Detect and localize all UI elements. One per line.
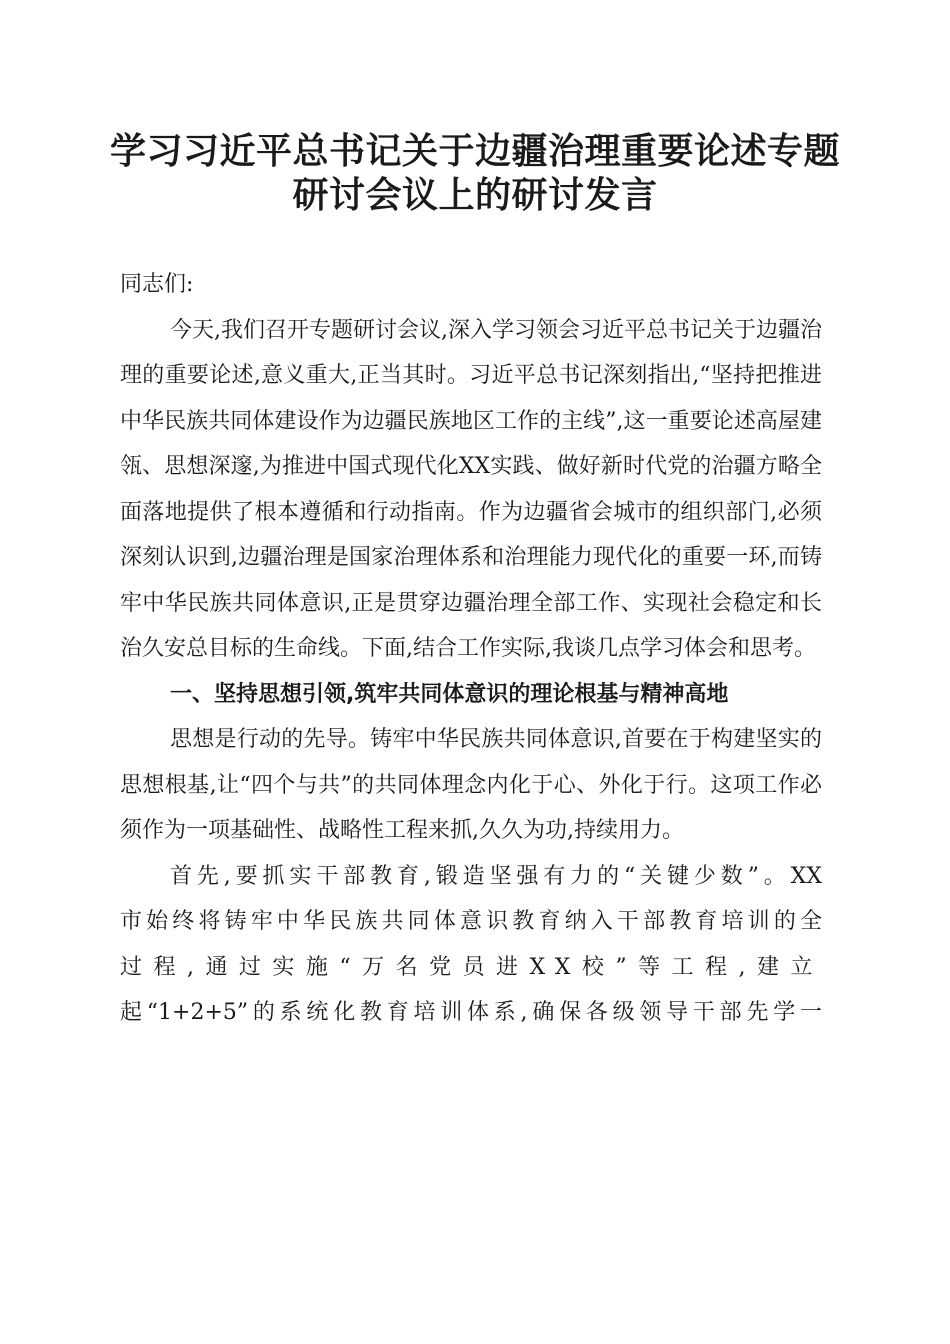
paragraph-thought-leadership: 思想是行动的先导。铸牢中华民族共同体意识,首要在于构建坚实的思想根基,让“四个与共”的共同体理念内化于心、外化于行。这项工作必须作为一项基础性、战略性工程来抓,久久为功,持续用力。 <box>120 727 822 843</box>
paragraph-line: 市始终将铸牢中华民族共同体意识教育纳入干部教育培训的全 <box>120 909 822 934</box>
paragraph-cadre-education <box>120 854 822 1036</box>
document-body <box>120 262 822 1036</box>
paragraph-line: 过程,通过实施“万名党员进XX校”等工程,建立 <box>120 954 822 980</box>
salutation: 同志们: <box>120 272 194 297</box>
section-heading-1: 一、坚持思想引领,筑牢共同体意识的理论根基与精神高地 <box>170 681 729 707</box>
title-line-1: 学习习近平总书记关于边疆治理重要论述专题 <box>110 131 841 172</box>
title-line-2: 研讨会议上的研讨发言 <box>292 175 658 216</box>
paragraph-line: 首先,要抓实干部教育,锻造坚强有力的“关键少数”。XX <box>170 863 822 889</box>
paragraph-intro: 今天,我们召开专题研讨会议,深入学习领会习近平总书记关于边疆治理的重要论述,意义重大,正当其时。习近平总书记深刻指出,“坚持把推进中华民族共同体建设作为边疆民族地区工作的主线”,这一重要论述高屋建瓴、思想深邃,为推进中国式现代化XX实践、做好新时代党的治疆方略全面落地提供了根本遵循和行动指南。作为边疆省会城市的组织部门,必须深刻认识到,边疆治理是国家治理体系和治理能力现代化的重要一环,而铸牢中华民族共同体意识,正是贯穿边疆治理全部工作、实现社会稳定和长治久安总目标的生命线。下面,结合工作实际,我谈几点学习体会和思考。 <box>120 317 822 661</box>
paragraph-line: 起“1+2+5”的系统化教育培训体系,确保各级领导干部先学一 <box>120 1000 822 1025</box>
document-title <box>110 130 840 218</box>
